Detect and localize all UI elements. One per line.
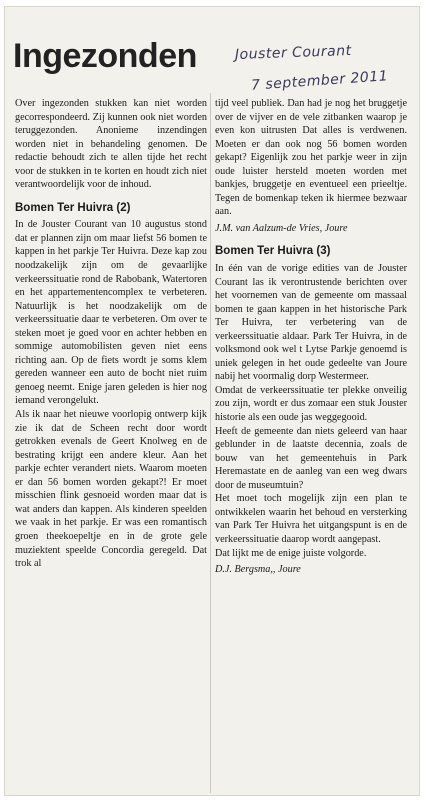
page-title: Ingezonden — [13, 37, 197, 75]
column-left — [15, 97, 207, 571]
article2-paragraph: Als ik naar het nieuwe voorlopig ontwerp kijk zie ik dat de Scheen recht door wordt getrokken evenals de Geert Knolweg en de bestrating krijgt een andere kleur. Aan het parkje echter verandert niets. Waarom moeten er dan 56 bomen worden gekapt?! Er moet misschien flink gesnoeid worden maar dat is wat anders dan kappen. Als kinderen speelden we vaak in het parkje. Er was een romantisch groen theekoepeltje en in de grote gele muziektent speelde Concordia geregeld. Dat trok al — [15, 409, 207, 570]
article-heading-2: Bomen Ter Huivra (2) — [15, 201, 131, 214]
article2-paragraph-continued: tijd veel publiek. Dan had je nog het bruggetje over de vijver en de vele zitbanken waarop je even kon uitrusten Dat alles is verdwenen. Moeten er dan ook nog 56 bomen worden gekapt? Eigenlijk zou het parkje weer in zijn oude luister hersteld moeten worden met bankjes, bruggetje en eventueel een prieeltje. Tegen de bomenkap teken ik hiermee bezwaar aan. — [215, 98, 407, 218]
article3-paragraph: Dat lijkt me de enige juiste volgorde. — [215, 547, 367, 559]
column-right — [215, 97, 407, 577]
newspaper-clipping — [4, 6, 420, 796]
article3-paragraph: In één van de vorige edities van de Jouster Courant las ik verontrustende berichten over het voornemen van de gemeente om massaal bomen te gaan kappen in het historische Park Ter Huivra, ter verbetering van de verkeerssituatie aldaar. Park Ter Huivra, in de volksmond ook wel t Lytse Parkje genoemd is uniek gelegen in het oude gedeelte van Joure nabij het voormalig dorp Westermeer. — [215, 263, 407, 383]
article3-paragraph: Heeft de gemeente dan niets geleerd van haar geblunder in de laatste decennia, zoals de bouw van het gemeentehuis in Park Heremastate en de aanleg van een weg dwars door de museumtuin? — [215, 425, 407, 491]
article2-signature: J.M. van Aalzum-de Vries, Joure — [215, 222, 348, 234]
article2-paragraph: In de Jouster Courant van 10 augustus stond dat er plannen zijn om maar liefst 56 bomen te kappen in het parkje Ter Huivra. Deze kap zou noodzakelijk zijn om de gevaarlijke verkeerssituatie rond de Rabobank, Watertoren en het appartementencomplex te verbeteren. Natuurlijk is het noodzakelijk om de verkeerssituatie daar te verbeteren. Om over te steken moet je goed voor en achter hebben en sommige automobilisten geven niet eens richting aan. Op de fiets wordt je soms klem gereden wanneer een auto de bocht niet ruim genoeg neemt. Enige jaren geleden is hier nog iemand verongelukt. — [15, 219, 207, 407]
article3-paragraph: Omdat de verkeerssituatie ter plekke onveilig zou zijn, wordt er dus zomaar een stuk Jouster historie als een oude jas weggegooid. — [215, 384, 407, 424]
intro-disclaimer: Over ingezonden stukken kan niet worden gecorrespondeerd. Zij kunnen ook niet worden teruggezonden. Anonieme inzendingen worden niet in behandeling genomen. De redactie behoudt zich te allen tijde het recht voor de stukken in te korten en houdt zich niet verantwoordelijk voor de inhoud. — [15, 98, 207, 191]
handwritten-date: 7 september 2011 — [250, 68, 389, 94]
article3-signature: D.J. Bergsma,, Joure — [215, 564, 301, 576]
column-divider — [210, 93, 211, 793]
article-heading-3: Bomen Ter Huivra (3) — [215, 245, 331, 258]
article3-paragraph: Het moet toch mogelijk zijn een plan te ontwikkelen waarin het behoud en versterking van Park Ter Huivra het uitgangspunt is en de verkeerssituatie daarop wordt aangepast. — [215, 493, 407, 545]
handwritten-source: Jouster Courant — [234, 42, 352, 64]
